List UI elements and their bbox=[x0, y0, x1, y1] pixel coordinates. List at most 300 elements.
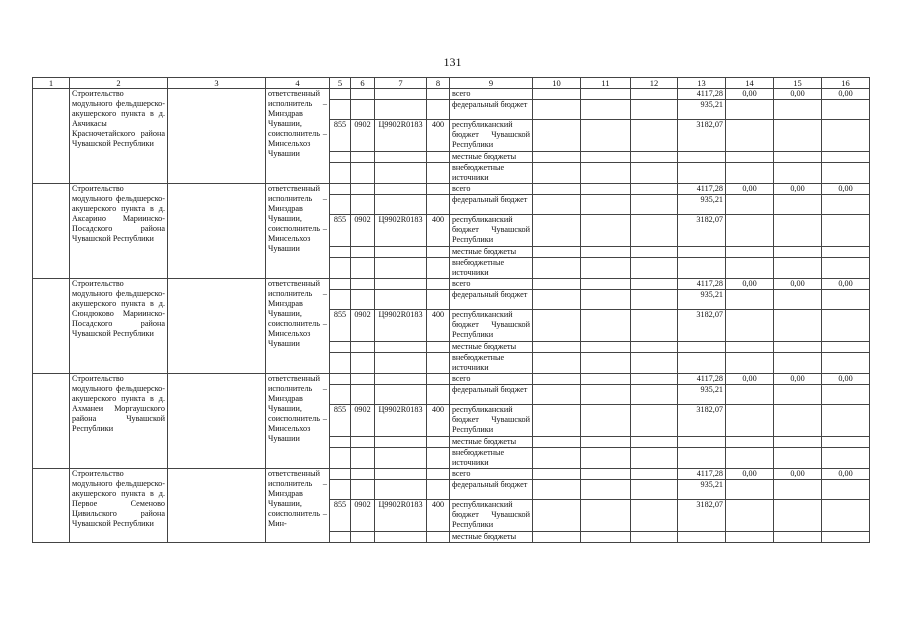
cell-csr bbox=[375, 342, 427, 353]
funding-source: местные бюджеты bbox=[450, 152, 533, 163]
value-col13: 4117,28 bbox=[678, 279, 726, 290]
table-row bbox=[33, 279, 870, 290]
column-number: 6 bbox=[351, 78, 375, 89]
executor: ответственный исполнитель – Минздрав Чувашии, соисполнитель – Минсельхоз Чувашии bbox=[266, 374, 330, 469]
object-name: Строительство модульного фельдшерско-акушерского пункта в д. Сюндюково Мариинско-Посадского района Чувашской Республики bbox=[70, 279, 168, 374]
cell-col10 bbox=[533, 374, 581, 385]
cell-csr bbox=[375, 184, 427, 195]
cell-csr bbox=[375, 532, 427, 543]
cell-rzpr bbox=[351, 437, 375, 448]
value-col13: 4117,28 bbox=[678, 184, 726, 195]
cell-grbs bbox=[330, 480, 351, 500]
cell-col11 bbox=[581, 353, 631, 374]
table-row bbox=[33, 89, 870, 100]
cell-vr: 400 bbox=[427, 500, 450, 532]
value-col14 bbox=[726, 342, 774, 353]
funding-source: внебюджетные источники bbox=[450, 353, 533, 374]
value-col15 bbox=[774, 310, 822, 342]
value-col13: 3182,07 bbox=[678, 500, 726, 532]
cell-vr bbox=[427, 247, 450, 258]
value-col15: 0,00 bbox=[774, 184, 822, 195]
value-col15 bbox=[774, 353, 822, 374]
cell-csr bbox=[375, 152, 427, 163]
value-col16 bbox=[822, 163, 870, 184]
cell-csr bbox=[375, 290, 427, 310]
cell-rzpr bbox=[351, 184, 375, 195]
cell-vr bbox=[427, 100, 450, 120]
cell-col12 bbox=[631, 532, 678, 543]
value-col14 bbox=[726, 247, 774, 258]
value-col16 bbox=[822, 195, 870, 215]
cell-rzpr bbox=[351, 448, 375, 469]
cell-rzpr: 0902 bbox=[351, 500, 375, 532]
executor: ответственный исполнитель – Минздрав Чувашии, соисполнитель – Минсельхоз Чувашии bbox=[266, 184, 330, 279]
column-number-row bbox=[33, 78, 870, 89]
value-col15 bbox=[774, 342, 822, 353]
funding-source: местные бюджеты bbox=[450, 437, 533, 448]
value-col15 bbox=[774, 258, 822, 279]
value-col16 bbox=[822, 290, 870, 310]
executor: ответственный исполнитель – Минздрав Чувашии, соисполнитель – Минсельхоз Чувашии bbox=[266, 279, 330, 374]
cell-grbs bbox=[330, 89, 351, 100]
table-row bbox=[33, 469, 870, 480]
cell-rzpr bbox=[351, 100, 375, 120]
funding-source: республиканский бюджет Чувашской Республики bbox=[450, 120, 533, 152]
column-number: 11 bbox=[581, 78, 631, 89]
cell-rzpr bbox=[351, 353, 375, 374]
funding-source: внебюджетные источники bbox=[450, 448, 533, 469]
value-col15 bbox=[774, 437, 822, 448]
value-col16 bbox=[822, 215, 870, 247]
value-col16 bbox=[822, 247, 870, 258]
funding-source: республиканский бюджет Чувашской Республики bbox=[450, 405, 533, 437]
cell-col10 bbox=[533, 89, 581, 100]
cell-vr bbox=[427, 342, 450, 353]
value-col13: 3182,07 bbox=[678, 215, 726, 247]
cell-col10 bbox=[533, 279, 581, 290]
value-col16 bbox=[822, 120, 870, 152]
cell-col10 bbox=[533, 163, 581, 184]
cell-col11 bbox=[581, 480, 631, 500]
value-col14: 0,00 bbox=[726, 184, 774, 195]
value-col14: 0,00 bbox=[726, 374, 774, 385]
cell-col12 bbox=[631, 480, 678, 500]
value-col14 bbox=[726, 290, 774, 310]
cell-csr: Ц9902R0183 bbox=[375, 310, 427, 342]
cell-col12 bbox=[631, 279, 678, 290]
value-col16 bbox=[822, 353, 870, 374]
cell-grbs bbox=[330, 353, 351, 374]
cell-csr bbox=[375, 100, 427, 120]
cell-vr bbox=[427, 279, 450, 290]
funding-source: внебюджетные источники bbox=[450, 258, 533, 279]
cell-csr bbox=[375, 469, 427, 480]
cell-vr bbox=[427, 532, 450, 543]
cell-col11 bbox=[581, 279, 631, 290]
cell-rzpr bbox=[351, 279, 375, 290]
value-col15 bbox=[774, 152, 822, 163]
value-col14 bbox=[726, 195, 774, 215]
cell-col11 bbox=[581, 342, 631, 353]
column-number: 14 bbox=[726, 78, 774, 89]
cell-grbs bbox=[330, 163, 351, 184]
value-col13: 935,21 bbox=[678, 100, 726, 120]
column-number: 5 bbox=[330, 78, 351, 89]
object-name: Строительство модульного фельдшерско-акушерского пункта в д. Акчикасы Красночетайского района Чувашской Республики bbox=[70, 89, 168, 184]
cell-grbs bbox=[330, 184, 351, 195]
value-col13 bbox=[678, 353, 726, 374]
value-col15: 0,00 bbox=[774, 89, 822, 100]
cell-col10 bbox=[533, 437, 581, 448]
cell-rzpr: 0902 bbox=[351, 120, 375, 152]
cell-col3 bbox=[168, 469, 266, 543]
cell-col11 bbox=[581, 163, 631, 184]
cell-col1 bbox=[33, 469, 70, 543]
cell-grbs bbox=[330, 100, 351, 120]
cell-col11 bbox=[581, 437, 631, 448]
column-number: 8 bbox=[427, 78, 450, 89]
value-col14 bbox=[726, 258, 774, 279]
column-number: 12 bbox=[631, 78, 678, 89]
value-col15 bbox=[774, 532, 822, 543]
cell-rzpr bbox=[351, 258, 375, 279]
value-col14 bbox=[726, 448, 774, 469]
cell-col11 bbox=[581, 152, 631, 163]
column-number: 2 bbox=[70, 78, 168, 89]
funding-source: местные бюджеты bbox=[450, 532, 533, 543]
cell-col1 bbox=[33, 279, 70, 374]
value-col14 bbox=[726, 500, 774, 532]
cell-rzpr: 0902 bbox=[351, 215, 375, 247]
value-col15 bbox=[774, 480, 822, 500]
funding-source: всего bbox=[450, 374, 533, 385]
value-col14: 0,00 bbox=[726, 469, 774, 480]
program-table bbox=[32, 77, 870, 543]
value-col13: 4117,28 bbox=[678, 469, 726, 480]
cell-col10 bbox=[533, 290, 581, 310]
value-col13 bbox=[678, 532, 726, 543]
cell-col1 bbox=[33, 184, 70, 279]
table-row bbox=[33, 374, 870, 385]
cell-col10 bbox=[533, 195, 581, 215]
value-col15 bbox=[774, 100, 822, 120]
cell-csr: Ц9902R0183 bbox=[375, 405, 427, 437]
cell-col11 bbox=[581, 405, 631, 437]
cell-col12 bbox=[631, 163, 678, 184]
cell-col12 bbox=[631, 437, 678, 448]
cell-grbs: 855 bbox=[330, 500, 351, 532]
value-col14 bbox=[726, 120, 774, 152]
value-col16: 0,00 bbox=[822, 279, 870, 290]
cell-col12 bbox=[631, 342, 678, 353]
value-col16 bbox=[822, 342, 870, 353]
value-col16 bbox=[822, 310, 870, 342]
value-col13: 935,21 bbox=[678, 385, 726, 405]
cell-col11 bbox=[581, 469, 631, 480]
cell-col3 bbox=[168, 184, 266, 279]
value-col13: 4117,28 bbox=[678, 374, 726, 385]
funding-source: федеральный бюджет bbox=[450, 480, 533, 500]
cell-col12 bbox=[631, 89, 678, 100]
cell-col12 bbox=[631, 385, 678, 405]
cell-col10 bbox=[533, 353, 581, 374]
value-col14 bbox=[726, 480, 774, 500]
cell-col12 bbox=[631, 258, 678, 279]
cell-col12 bbox=[631, 100, 678, 120]
value-col14 bbox=[726, 215, 774, 247]
cell-col11 bbox=[581, 374, 631, 385]
cell-grbs: 855 bbox=[330, 405, 351, 437]
column-number: 15 bbox=[774, 78, 822, 89]
cell-rzpr bbox=[351, 89, 375, 100]
cell-rzpr bbox=[351, 385, 375, 405]
cell-grbs: 855 bbox=[330, 120, 351, 152]
column-number: 16 bbox=[822, 78, 870, 89]
cell-csr bbox=[375, 163, 427, 184]
funding-source: местные бюджеты bbox=[450, 247, 533, 258]
value-col13: 935,21 bbox=[678, 290, 726, 310]
value-col16 bbox=[822, 258, 870, 279]
value-col15 bbox=[774, 247, 822, 258]
value-col15 bbox=[774, 500, 822, 532]
cell-csr: Ц9902R0183 bbox=[375, 120, 427, 152]
value-col15 bbox=[774, 448, 822, 469]
cell-grbs bbox=[330, 437, 351, 448]
funding-source: федеральный бюджет bbox=[450, 290, 533, 310]
column-number: 1 bbox=[33, 78, 70, 89]
cell-grbs bbox=[330, 290, 351, 310]
value-col14 bbox=[726, 437, 774, 448]
page-number: 131 bbox=[443, 55, 462, 69]
value-col13 bbox=[678, 448, 726, 469]
value-col14: 0,00 bbox=[726, 279, 774, 290]
value-col16 bbox=[822, 152, 870, 163]
cell-col10 bbox=[533, 247, 581, 258]
value-col14 bbox=[726, 100, 774, 120]
cell-col10 bbox=[533, 448, 581, 469]
cell-col12 bbox=[631, 374, 678, 385]
column-number: 7 bbox=[375, 78, 427, 89]
value-col14 bbox=[726, 405, 774, 437]
cell-rzpr bbox=[351, 152, 375, 163]
cell-csr bbox=[375, 437, 427, 448]
cell-col11 bbox=[581, 258, 631, 279]
funding-source: республиканский бюджет Чувашской Республики bbox=[450, 500, 533, 532]
value-col13 bbox=[678, 163, 726, 184]
cell-rzpr bbox=[351, 290, 375, 310]
cell-col10 bbox=[533, 532, 581, 543]
cell-col10 bbox=[533, 342, 581, 353]
value-col14 bbox=[726, 532, 774, 543]
funding-source: всего bbox=[450, 89, 533, 100]
cell-csr bbox=[375, 195, 427, 215]
cell-col3 bbox=[168, 89, 266, 184]
cell-col11 bbox=[581, 184, 631, 195]
cell-vr: 400 bbox=[427, 120, 450, 152]
cell-rzpr bbox=[351, 480, 375, 500]
object-name: Строительство модульного фельдшерско-акушерского пункта в д. Первое Семеново Цивильского района Чувашской Республики bbox=[70, 469, 168, 543]
column-number: 3 bbox=[168, 78, 266, 89]
cell-col10 bbox=[533, 100, 581, 120]
cell-col12 bbox=[631, 290, 678, 310]
cell-grbs bbox=[330, 385, 351, 405]
cell-grbs bbox=[330, 247, 351, 258]
cell-rzpr bbox=[351, 469, 375, 480]
cell-rzpr bbox=[351, 195, 375, 215]
cell-col11 bbox=[581, 385, 631, 405]
cell-vr bbox=[427, 385, 450, 405]
cell-csr bbox=[375, 247, 427, 258]
table-row bbox=[33, 184, 870, 195]
funding-source: федеральный бюджет bbox=[450, 385, 533, 405]
cell-vr bbox=[427, 195, 450, 215]
cell-grbs bbox=[330, 469, 351, 480]
cell-grbs bbox=[330, 374, 351, 385]
funding-source: внебюджетные источники bbox=[450, 163, 533, 184]
cell-grbs bbox=[330, 152, 351, 163]
funding-source: республиканский бюджет Чувашской Республики bbox=[450, 310, 533, 342]
cell-col1 bbox=[33, 89, 70, 184]
cell-rzpr: 0902 bbox=[351, 405, 375, 437]
cell-vr: 400 bbox=[427, 215, 450, 247]
value-col15 bbox=[774, 120, 822, 152]
cell-col11 bbox=[581, 500, 631, 532]
cell-col11 bbox=[581, 215, 631, 247]
cell-col12 bbox=[631, 469, 678, 480]
value-col14 bbox=[726, 385, 774, 405]
object-name: Строительство модульного фельдшерско-акушерского пункта в д. Ахманеи Моргаушского района Чувашской Республики bbox=[70, 374, 168, 469]
cell-col12 bbox=[631, 247, 678, 258]
cell-col10 bbox=[533, 184, 581, 195]
funding-source: местные бюджеты bbox=[450, 342, 533, 353]
funding-source: всего bbox=[450, 279, 533, 290]
value-col13: 3182,07 bbox=[678, 120, 726, 152]
cell-grbs bbox=[330, 342, 351, 353]
cell-csr bbox=[375, 258, 427, 279]
cell-grbs bbox=[330, 532, 351, 543]
cell-vr bbox=[427, 374, 450, 385]
cell-rzpr bbox=[351, 163, 375, 184]
funding-source: всего bbox=[450, 469, 533, 480]
value-col15: 0,00 bbox=[774, 279, 822, 290]
cell-col12 bbox=[631, 152, 678, 163]
cell-col10 bbox=[533, 469, 581, 480]
cell-col11 bbox=[581, 89, 631, 100]
cell-grbs bbox=[330, 448, 351, 469]
value-col13 bbox=[678, 258, 726, 279]
column-number: 13 bbox=[678, 78, 726, 89]
cell-col11 bbox=[581, 247, 631, 258]
cell-col10 bbox=[533, 120, 581, 152]
cell-col11 bbox=[581, 195, 631, 215]
value-col15 bbox=[774, 215, 822, 247]
column-number: 9 bbox=[450, 78, 533, 89]
cell-csr bbox=[375, 480, 427, 500]
cell-col11 bbox=[581, 448, 631, 469]
funding-source: республиканский бюджет Чувашской Республики bbox=[450, 215, 533, 247]
value-col13: 3182,07 bbox=[678, 310, 726, 342]
cell-vr: 400 bbox=[427, 310, 450, 342]
cell-col10 bbox=[533, 500, 581, 532]
cell-grbs: 855 bbox=[330, 310, 351, 342]
cell-col10 bbox=[533, 258, 581, 279]
cell-rzpr bbox=[351, 532, 375, 543]
cell-col10 bbox=[533, 480, 581, 500]
column-number: 4 bbox=[266, 78, 330, 89]
cell-col10 bbox=[533, 152, 581, 163]
value-col16 bbox=[822, 100, 870, 120]
cell-vr bbox=[427, 469, 450, 480]
value-col15 bbox=[774, 290, 822, 310]
cell-col11 bbox=[581, 532, 631, 543]
value-col16 bbox=[822, 480, 870, 500]
cell-col10 bbox=[533, 385, 581, 405]
cell-col12 bbox=[631, 448, 678, 469]
funding-source: федеральный бюджет bbox=[450, 100, 533, 120]
value-col16 bbox=[822, 405, 870, 437]
cell-vr bbox=[427, 184, 450, 195]
value-col13 bbox=[678, 152, 726, 163]
cell-col12 bbox=[631, 500, 678, 532]
cell-col1 bbox=[33, 374, 70, 469]
cell-csr: Ц9902R0183 bbox=[375, 500, 427, 532]
cell-csr bbox=[375, 385, 427, 405]
value-col14 bbox=[726, 353, 774, 374]
value-col16: 0,00 bbox=[822, 374, 870, 385]
value-col14 bbox=[726, 152, 774, 163]
cell-csr: Ц9902R0183 bbox=[375, 215, 427, 247]
value-col16 bbox=[822, 500, 870, 532]
cell-vr bbox=[427, 152, 450, 163]
value-col13 bbox=[678, 437, 726, 448]
cell-vr bbox=[427, 448, 450, 469]
value-col13: 4117,28 bbox=[678, 89, 726, 100]
cell-col12 bbox=[631, 195, 678, 215]
cell-col10 bbox=[533, 405, 581, 437]
value-col15 bbox=[774, 405, 822, 437]
column-number: 10 bbox=[533, 78, 581, 89]
executor: ответственный исполнитель – Минздрав Чувашии, соисполнитель – Мин- bbox=[266, 469, 330, 543]
cell-col12 bbox=[631, 120, 678, 152]
cell-vr bbox=[427, 353, 450, 374]
value-col16 bbox=[822, 532, 870, 543]
cell-col11 bbox=[581, 310, 631, 342]
cell-vr bbox=[427, 258, 450, 279]
cell-grbs bbox=[330, 279, 351, 290]
cell-col10 bbox=[533, 310, 581, 342]
value-col16 bbox=[822, 437, 870, 448]
value-col13 bbox=[678, 342, 726, 353]
cell-vr: 400 bbox=[427, 405, 450, 437]
value-col14 bbox=[726, 310, 774, 342]
cell-col11 bbox=[581, 100, 631, 120]
cell-rzpr bbox=[351, 247, 375, 258]
cell-csr bbox=[375, 353, 427, 374]
cell-col12 bbox=[631, 184, 678, 195]
value-col16: 0,00 bbox=[822, 469, 870, 480]
cell-col3 bbox=[168, 374, 266, 469]
funding-source: федеральный бюджет bbox=[450, 195, 533, 215]
cell-col12 bbox=[631, 215, 678, 247]
value-col13 bbox=[678, 247, 726, 258]
cell-grbs bbox=[330, 258, 351, 279]
cell-rzpr bbox=[351, 342, 375, 353]
value-col13: 935,21 bbox=[678, 480, 726, 500]
value-col15: 0,00 bbox=[774, 469, 822, 480]
cell-csr bbox=[375, 448, 427, 469]
value-col15 bbox=[774, 385, 822, 405]
cell-col3 bbox=[168, 279, 266, 374]
